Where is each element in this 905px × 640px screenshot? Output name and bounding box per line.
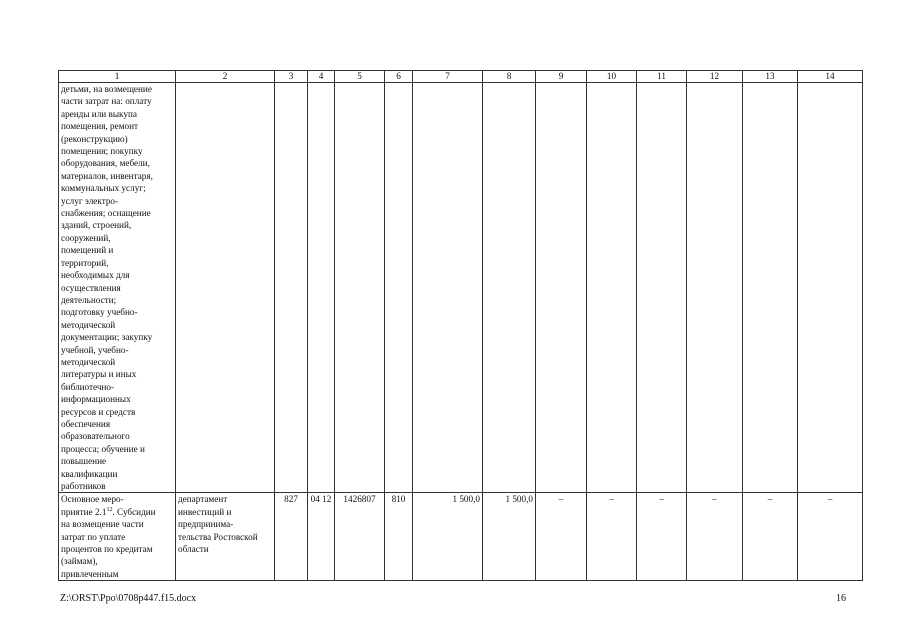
table-row bbox=[59, 493, 863, 581]
table-cell bbox=[275, 83, 308, 493]
table-cell bbox=[335, 83, 385, 493]
table-cell bbox=[483, 83, 536, 493]
measure-title: Основное меро- приятие 2.1 bbox=[61, 494, 124, 517]
column-header: 5 bbox=[335, 71, 385, 83]
table-cell-dash: – bbox=[637, 493, 687, 581]
measure-description: . Субсидии на возмещение части затрат по уплате процентов по кредитам (займам), привлеченным bbox=[61, 506, 156, 579]
table-cell-amount: 1 500,0 bbox=[413, 493, 483, 581]
table-cell-dash: – bbox=[687, 493, 743, 581]
table-cell-code: 04 12 bbox=[308, 493, 335, 581]
column-header: 9 bbox=[536, 71, 587, 83]
table-cell-code: 810 bbox=[385, 493, 413, 581]
footer-file-path: Z:\ORST\Ppo\0708p447.f15.docx bbox=[60, 593, 197, 604]
column-header: 10 bbox=[587, 71, 637, 83]
column-header: 3 bbox=[275, 71, 308, 83]
column-header: 4 bbox=[308, 71, 335, 83]
column-header: 2 bbox=[176, 71, 275, 83]
column-header: 8 bbox=[483, 71, 536, 83]
table-cell-dash: – bbox=[536, 493, 587, 581]
column-header: 11 bbox=[637, 71, 687, 83]
column-header: 7 bbox=[413, 71, 483, 83]
budget-table bbox=[58, 70, 863, 581]
footnote-ref: 12 bbox=[106, 506, 113, 513]
table-cell bbox=[743, 83, 798, 493]
table-cell-executor: департамент инвестиций и предпринима- тельства Ростовской области bbox=[176, 493, 275, 581]
column-header: 14 bbox=[798, 71, 863, 83]
column-header: 1 bbox=[59, 71, 176, 83]
column-header: 6 bbox=[385, 71, 413, 83]
table-cell bbox=[798, 83, 863, 493]
table-cell-dash: – bbox=[587, 493, 637, 581]
table-cell bbox=[587, 83, 637, 493]
table-cell-code: 1426807 bbox=[335, 493, 385, 581]
table-row bbox=[59, 83, 863, 493]
column-header: 13 bbox=[743, 71, 798, 83]
table-cell-description bbox=[59, 493, 176, 581]
table-cell bbox=[176, 83, 275, 493]
table-cell bbox=[385, 83, 413, 493]
table-cell bbox=[687, 83, 743, 493]
table-cell bbox=[637, 83, 687, 493]
table-cell bbox=[413, 83, 483, 493]
table-cell-dash: – bbox=[743, 493, 798, 581]
table-cell-code: 827 bbox=[275, 493, 308, 581]
table-cell-description: детьми, на возмещение части затрат на: оплату аренды или выкупа помещения, ремонт (реконструкцию) помещения; покупку оборудования, мебели, материалов, инвентаря, коммунальных услуг; услуг электро- снабжения; оснащение зданий, строений, сооружений, помещений и территорий, необходимых для осуществления деятельности; подготовку учебно- методической документации; закупку учебной, учебно- методической литературы и иных библиотечно- информационных ресурсов и средств обеспечения образовательного процесса; обучение и повышение квалификации работников bbox=[59, 83, 176, 493]
header-row bbox=[59, 71, 863, 83]
column-header: 12 bbox=[687, 71, 743, 83]
table-cell-amount: 1 500,0 bbox=[483, 493, 536, 581]
table-cell bbox=[308, 83, 335, 493]
page-number: 16 bbox=[836, 593, 846, 604]
table-cell bbox=[536, 83, 587, 493]
table-cell-dash: – bbox=[798, 493, 863, 581]
